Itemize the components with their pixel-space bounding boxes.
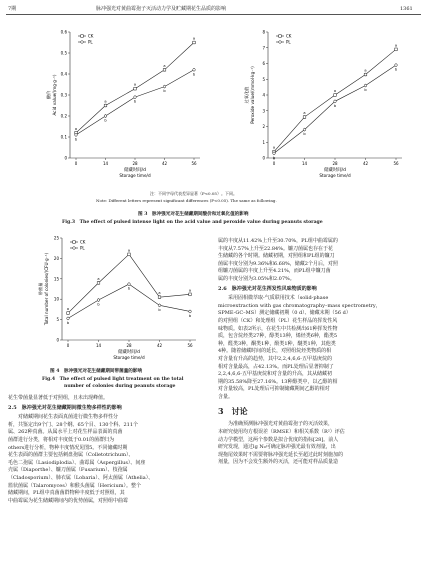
x-tick-label: 28: [126, 343, 132, 348]
y-tick-label: 0.4: [60, 71, 67, 77]
data-point-CK: [193, 41, 196, 44]
significance-letter: b: [192, 72, 196, 77]
right-column: [218, 238, 420, 467]
y-tick-label: 0.3: [60, 92, 67, 98]
significance-letter: b: [333, 103, 337, 108]
data-point-PL: [134, 96, 137, 99]
significance-letter: b: [303, 132, 306, 137]
fig4-caption-en-1: Fig.4 The effect of pulsed light treatment on the total: [42, 377, 184, 382]
significance-letter: a: [133, 82, 137, 87]
x-tick-label: 42: [161, 161, 168, 166]
significance-letter: a: [303, 111, 306, 116]
right-line: 种，醛类3种，酮类1种，酚类1种，醚类1种，其他类: [218, 340, 336, 347]
right-line: 4种。随着储藏时间的延长，对照组烷烃类物质的相: [218, 348, 332, 355]
significance-letter: b: [66, 320, 70, 325]
y-axis-label-cn: 酸价: [46, 90, 51, 100]
right-line: 剂量，因为不会发生额外的灭活，还可能对样品质量造: [218, 459, 339, 466]
right-line: 本研究使用均方根误差（RMSE）和相关系数（R²）评估: [218, 429, 345, 436]
data-point-PL: [104, 115, 107, 118]
left-line: 储藏期间，PL组中真菌菌群物种丰度低于对照组，其: [8, 490, 125, 497]
significance-letter: a: [66, 307, 70, 312]
right-line: 动力学模型，这两个参数是拟合优度的指标[28]。前人: [218, 436, 339, 443]
significance-letter: b: [188, 313, 192, 318]
data-point-CK: [134, 87, 137, 90]
significance-letter: a: [272, 145, 276, 150]
data-point-CK: [158, 296, 161, 299]
significance-letter: a: [127, 248, 131, 253]
x-tick-label: 56: [187, 343, 193, 348]
data-point-CK: [364, 73, 367, 76]
x-axis-label-en: Storage time/d: [119, 173, 151, 178]
legend-label: PL: [286, 39, 291, 45]
x-tick-label: 28: [132, 161, 138, 166]
x-tick-label: 0: [74, 161, 78, 166]
significance-letter: a: [97, 276, 100, 281]
x-tick-label: 42: [156, 343, 163, 348]
x-tick-label: 0: [272, 161, 276, 166]
fig4-caption-en-2: number of colonies during peanuts storage: [64, 384, 176, 389]
data-point-PL: [75, 134, 78, 137]
legend-label: CK: [88, 33, 94, 39]
right-line: SPME-GC–MS）测定储藏初期（0 d）、储藏末期（56 d）: [218, 310, 351, 317]
y-axis-label-en: Total number of colonies/(CFU·g⁻¹): [44, 252, 49, 326]
significance-letter: b: [394, 67, 398, 72]
data-point-PL: [364, 84, 367, 87]
significance-letter: a: [333, 89, 337, 93]
data-point-PL: [158, 304, 161, 307]
y-tick-label: 0: [56, 337, 59, 343]
legend-label: CK: [80, 239, 86, 245]
y-tick-label: 5: [262, 76, 265, 82]
legend-label: CK: [286, 33, 292, 39]
right-line: 采用固相微萃取-气质联用技术（solid-phase: [228, 295, 329, 302]
significance-letter: a: [394, 43, 398, 48]
legend-label: PL: [88, 39, 93, 45]
x-axis-label-cn: 储藏时间/d: [324, 168, 346, 173]
data-point-CK: [303, 116, 306, 119]
y-tick-label: 0.1: [60, 134, 67, 140]
page-header-title: 脉冲强光对黄曲霉孢子灭活动力学及贮藏期花生品质的影响: [96, 6, 227, 12]
right-line: 2,2,4,6,6-五甲基庚烷和对含量的升高，其从储藏初: [218, 371, 332, 378]
right-line: 的对照组（CK）和处理组（PL）花生样品的挥发性风: [218, 317, 338, 324]
left-line: 毛色二孢属（Lasiodiplodia）、曲霉属（Aspergillus）、间座: [8, 459, 146, 466]
legend-marker: [81, 41, 84, 44]
significance-letter: b: [158, 307, 161, 312]
data-point-CK: [189, 293, 192, 296]
right-line: 丰度从7.57%上升至22.84%。镰刀菌属也存在于花: [218, 245, 333, 252]
y-tick-label: 10: [53, 296, 59, 302]
data-point-PL: [303, 128, 306, 131]
series-line-PL: [274, 65, 396, 153]
x-tick-label: 14: [102, 161, 109, 166]
right-line: 期的35.58%降至27.16%。13种醇类中，以乙醇的相: [218, 378, 338, 385]
data-point-PL: [193, 69, 196, 72]
fig3-note-cn: 注：不同字母代表差异显著（P<0.05）。下同。: [150, 191, 237, 196]
legend-marker: [81, 35, 84, 38]
significance-letter: a: [74, 126, 78, 131]
x-tick-label: 56: [393, 161, 399, 166]
significance-letter: b: [163, 89, 166, 94]
left-column: [8, 395, 208, 505]
significance-letter: b: [97, 302, 100, 307]
right-line: 为准确预测脉冲强光对黄曲霉孢子的灭活效果，: [228, 421, 334, 428]
left-line: 对储藏期间花生表面真菌进行微生物多样性分: [18, 414, 119, 421]
y-axis-label-en: Peroxide value/(mmol·kg⁻¹): [250, 66, 255, 124]
y-tick-label: 7: [262, 45, 265, 51]
x-tick-label: 14: [301, 161, 308, 166]
data-point-CK: [67, 312, 70, 315]
y-tick-label: 4: [262, 92, 265, 98]
figure-3: [0, 18, 427, 196]
data-point-PL: [395, 64, 398, 67]
y-tick-label: 15: [53, 276, 59, 282]
significance-letter: a: [104, 99, 107, 104]
x-axis-label-en: Storage time/d: [319, 173, 351, 178]
data-point-PL: [128, 283, 131, 286]
figure-4: [0, 228, 212, 370]
left-line: 析，共鉴定出9个门、28个纲、65个目、130个科、211个: [8, 421, 138, 428]
left-line: 属、262种真菌。从属水平上对花生样品表面的真菌: [8, 429, 123, 436]
section-heading-2-6: 2.6 脉冲强光对花生挥发性风味物质的影响: [218, 285, 317, 292]
significance-letter: b: [272, 155, 276, 160]
right-line: 属的丰度分别为3.05%和2.07%。: [218, 275, 295, 282]
y-tick-label: 2: [262, 124, 265, 129]
significance-letter: b: [127, 286, 131, 291]
data-point-CK: [163, 69, 166, 72]
fig3-caption-en: Fig.3 The effect of pulsed intense light on the acid value and peroxide value during peanuts storage: [62, 220, 323, 225]
y-tick-label: 0.6: [60, 29, 67, 35]
significance-letter: a: [163, 63, 166, 68]
left-line: 篮状菌属（Talaromyces）和猴头菌属（Hericium）。整个: [8, 482, 141, 489]
y-axis-label-cn: 过氧化值: [244, 86, 249, 104]
page-header-issue: 7期: [8, 6, 17, 12]
x-tick-label: 0: [66, 343, 70, 348]
data-point-PL: [67, 317, 70, 320]
data-point-CK: [395, 48, 398, 51]
header-rule: [6, 14, 421, 15]
right-line: 对含量较高，PL处理后可抑制储藏期间乙醇的相对: [218, 386, 330, 393]
left-line: 壳属（Diaporthe）、镰刀菌属（Fusarium）、枝孢属: [8, 467, 128, 474]
right-line: 相对含量最高，占42.13%。而PL处理后显著抑制了: [218, 363, 334, 370]
legend-label: PL: [80, 245, 85, 251]
legend-marker: [73, 247, 76, 250]
legend-marker: [73, 241, 76, 244]
x-tick-label: 14: [95, 343, 102, 348]
fig4-panel: [37, 236, 196, 361]
right-line: 生储藏的各个时期。储藏初期，对照组和PL组的镰刀: [218, 253, 335, 260]
legend-marker: [279, 35, 282, 38]
right-line: 研究发现，通过lg N₀可确定脉冲强光最有效剂量，出: [218, 444, 336, 451]
significance-letter: b: [364, 88, 367, 93]
data-point-CK: [104, 104, 107, 107]
fig3-left-panel: [45, 30, 200, 179]
y-tick-label: 0.2: [60, 113, 67, 119]
y-tick-label: 5: [56, 317, 59, 323]
legend-marker: [279, 41, 282, 44]
y-tick-label: 6: [262, 61, 265, 66]
x-axis-label-cn: 储藏时间/d: [118, 350, 140, 355]
right-line: 组镰刀菌属的丰度上升至4.21%，而PL组中镰刀菌: [218, 268, 331, 275]
x-axis-label-en: Storage time/d: [113, 355, 145, 360]
right-line: 菌属丰度分别为9.36%和6.68%，储藏2个月后，对照: [218, 260, 338, 267]
y-tick-label: 0: [64, 155, 67, 161]
data-point-PL: [273, 152, 276, 155]
y-tick-label: 8: [262, 29, 265, 35]
x-axis-label-cn: 储藏时间/d: [124, 168, 146, 173]
significance-letter: b: [133, 99, 137, 104]
right-line: 质，包含烷烃类27种，醇类13种，烯烃类6种，酯类5: [218, 333, 338, 340]
significance-letter: b: [74, 137, 78, 142]
y-tick-label: 1: [262, 139, 265, 145]
significance-letter: a: [188, 288, 192, 293]
significance-letter: b: [104, 118, 107, 123]
y-tick-label: 0: [262, 155, 265, 161]
left-line: （Cladosporium）、肺衣属（Lobaria）、阿太菌属（Athelia）、: [8, 474, 154, 481]
fig3-note-en: Note: Different letters represent significant differences (P<0.05). The same as following.: [96, 198, 277, 203]
data-point-PL: [163, 85, 166, 88]
section-heading-3: 3 讨论: [218, 406, 248, 417]
data-point-CK: [128, 253, 131, 256]
y-tick-label: 20: [53, 255, 59, 261]
right-line: 现拖尾效果时不需要将脉冲强光延长至超过此时刻施加的: [218, 451, 344, 458]
right-line: 对含量有升高的趋势，其中2,2,4,6,6-五甲基庚烷的: [218, 355, 332, 362]
fig4-caption-cn: 图 4 脉冲强光对花生储藏期间带菌量的影响: [50, 369, 143, 374]
data-point-PL: [189, 310, 192, 313]
left-paragraph-1: 花生带菌量显著低于对照组，且未出现峰值。: [8, 395, 109, 401]
fig3-right-panel: [243, 30, 402, 179]
fig3-caption-cn: 图 3 脉冲强光对花生储藏期间酸价和过氧化值的影响: [138, 212, 249, 217]
left-line: others进行分析，物种丰度情况见图5。不同储藏时期: [8, 444, 128, 451]
left-line: 中曲霉属为花生储藏期间内的优势菌属，对照组中曲霉: [8, 497, 129, 504]
significance-letter: a: [158, 291, 161, 296]
y-axis-label-cn: 带菌量: [38, 282, 43, 296]
y-tick-label: 3: [262, 108, 265, 114]
data-point-PL: [97, 299, 100, 302]
right-line: 含量。: [218, 393, 234, 400]
x-tick-label: 56: [191, 161, 197, 166]
section-heading-2-5: 2.5 脉冲强光对花生储藏期间微生物多样性的影响: [8, 404, 122, 411]
x-tick-label: 28: [332, 161, 338, 166]
right-line: 属的丰度从11.42%上升至30.70%，PL组中曲霉属的: [218, 238, 338, 244]
y-axis-label-en: Acid value/(mg·g⁻¹): [52, 74, 57, 116]
data-point-PL: [334, 100, 337, 103]
x-tick-label: 42: [362, 161, 369, 166]
y-tick-label: 0.5: [60, 50, 67, 56]
left-line: 花生表面的菌群主要包括刺盘孢属（Colletotrichum）、: [8, 452, 134, 459]
data-point-CK: [97, 282, 100, 285]
right-line: 味物质。如表2所示，在花生中共检测出61种挥发性物: [218, 325, 338, 332]
significance-letter: a: [364, 68, 367, 73]
significance-letter: a: [192, 36, 196, 41]
data-point-CK: [334, 94, 337, 97]
left-line: 菌群进行分类，将相对丰度低于0.01的菌群归为: [8, 436, 115, 443]
y-tick-label: 25: [53, 235, 59, 241]
page-number: 1361: [400, 6, 413, 12]
right-line: microextraction with gas chromatography–mass spectrometry，: [218, 302, 381, 309]
